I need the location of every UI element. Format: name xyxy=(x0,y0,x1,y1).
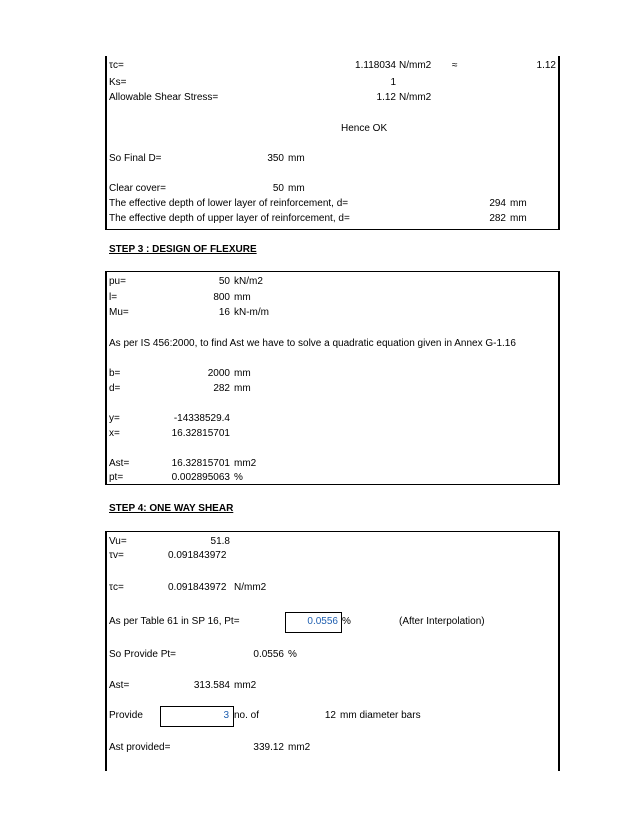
ast-step4-label: Ast= xyxy=(109,680,130,691)
pt-value: 0.002895063 xyxy=(171,472,230,483)
b-label: b= xyxy=(109,368,121,379)
tau-c-rounded: 1.12 xyxy=(536,60,556,71)
section-1-border-left xyxy=(105,56,107,230)
upper-depth-value: 282 xyxy=(489,213,506,224)
d-unit: mm xyxy=(234,383,251,394)
l-value: 800 xyxy=(213,292,230,303)
tau-c-label: τc= xyxy=(109,60,124,71)
vu-label: Vu= xyxy=(109,536,127,547)
x-value: 16.32815701 xyxy=(171,428,230,439)
lower-depth-label: The effective depth of lower layer of reinforcement, d= xyxy=(109,198,349,209)
mu-unit: kN-m/m xyxy=(234,307,269,318)
annex-note: As per IS 456:2000, to find Ast we have to solve a quadratic equation given in Annex G-1.16 xyxy=(109,338,516,349)
provide-pt-unit: % xyxy=(288,649,297,660)
ast-provided-value: 339.12 xyxy=(253,742,284,753)
clear-cover-value: 50 xyxy=(272,183,284,194)
ast-unit: mm2 xyxy=(234,458,257,469)
section-1-border-right xyxy=(558,56,560,230)
interpolation-note: (After Interpolation) xyxy=(399,616,485,627)
provide-pt-label: So Provide Pt= xyxy=(109,649,176,660)
b-value: 2000 xyxy=(207,368,230,379)
bar-diameter-value: 12 xyxy=(324,710,336,721)
upper-depth-label: The effective depth of upper layer of reinforcement, d= xyxy=(109,213,350,224)
bar-count-unit: no. of xyxy=(234,710,260,721)
section-1-border-bottom xyxy=(105,229,560,230)
mu-label: Mu= xyxy=(109,307,129,318)
final-d-unit: mm xyxy=(288,153,305,164)
pu-unit: kN/m2 xyxy=(234,276,263,287)
ks-label: Ks= xyxy=(109,77,127,88)
b-unit: mm xyxy=(234,368,251,379)
tau-v-value: 0.091843972 xyxy=(168,550,227,561)
tau-v-label: τv= xyxy=(109,550,124,561)
step-3-border-right xyxy=(558,271,560,485)
tau-c-step4-value: 0.091843972 xyxy=(168,582,227,593)
clear-cover-unit: mm xyxy=(288,183,305,194)
step-3-border-bottom xyxy=(105,484,560,485)
pt-unit: % xyxy=(234,472,243,483)
y-label: y= xyxy=(109,413,120,424)
approx-symbol: ≈ xyxy=(452,60,458,71)
pu-label: pu= xyxy=(109,276,126,287)
tau-c-unit: N/mm2 xyxy=(399,60,432,71)
provide-pt-value: 0.0556 xyxy=(253,649,284,660)
l-label: l= xyxy=(109,292,118,303)
tau-c-step4-label: τc= xyxy=(109,582,124,593)
mu-value: 16 xyxy=(218,307,230,318)
d-value: 282 xyxy=(213,383,230,394)
clear-cover-label: Clear cover= xyxy=(109,183,166,194)
ast-step4-value: 313.584 xyxy=(193,680,230,691)
step-3-border-top xyxy=(105,271,560,272)
vu-value: 51.8 xyxy=(210,536,230,547)
pu-value: 50 xyxy=(218,276,230,287)
ast-provided-unit: mm2 xyxy=(288,742,311,753)
allowable-shear-value: 1.12 xyxy=(376,92,396,103)
upper-depth-unit: mm xyxy=(510,213,527,224)
lower-depth-value: 294 xyxy=(489,198,506,209)
x-label: x= xyxy=(109,428,120,439)
pt-input-value: 0.0556 xyxy=(307,616,338,627)
l-unit: mm xyxy=(234,292,251,303)
hence-ok: Hence OK xyxy=(341,123,388,134)
ast-step4-unit: mm2 xyxy=(234,680,257,691)
bar-diameter-text: mm diameter bars xyxy=(340,710,421,721)
lower-depth-unit: mm xyxy=(510,198,527,209)
step-4-border-left xyxy=(105,531,107,771)
allowable-shear-unit: N/mm2 xyxy=(399,92,432,103)
step-3-border-left xyxy=(105,271,107,485)
pt-input-unit: % xyxy=(342,616,351,627)
step-3-heading: STEP 3 : DESIGN OF FLEXURE xyxy=(109,244,257,255)
provide-label: Provide xyxy=(109,710,143,721)
step-4-border-top xyxy=(105,531,560,532)
ast-provided-label: Ast provided= xyxy=(109,742,171,753)
ast-label: Ast= xyxy=(109,458,130,469)
bar-count-value: 3 xyxy=(223,710,229,721)
step-4-heading: STEP 4: ONE WAY SHEAR xyxy=(109,503,234,514)
ast-value: 16.32815701 xyxy=(171,458,230,469)
pt-label: pt= xyxy=(109,472,124,483)
tau-c-value: 1.118034 xyxy=(355,60,396,71)
step-4-border-right xyxy=(558,531,560,771)
table-61-label: As per Table 61 in SP 16, Pt= xyxy=(109,616,240,627)
final-d-value: 350 xyxy=(267,153,284,164)
final-d-label: So Final D= xyxy=(109,153,162,164)
d-label: d= xyxy=(109,383,121,394)
allowable-shear-label: Allowable Shear Stress= xyxy=(109,92,219,103)
ks-value: 1 xyxy=(390,77,396,88)
y-value: -14338529.4 xyxy=(173,413,230,424)
tau-c-step4-unit: N/mm2 xyxy=(234,582,267,593)
